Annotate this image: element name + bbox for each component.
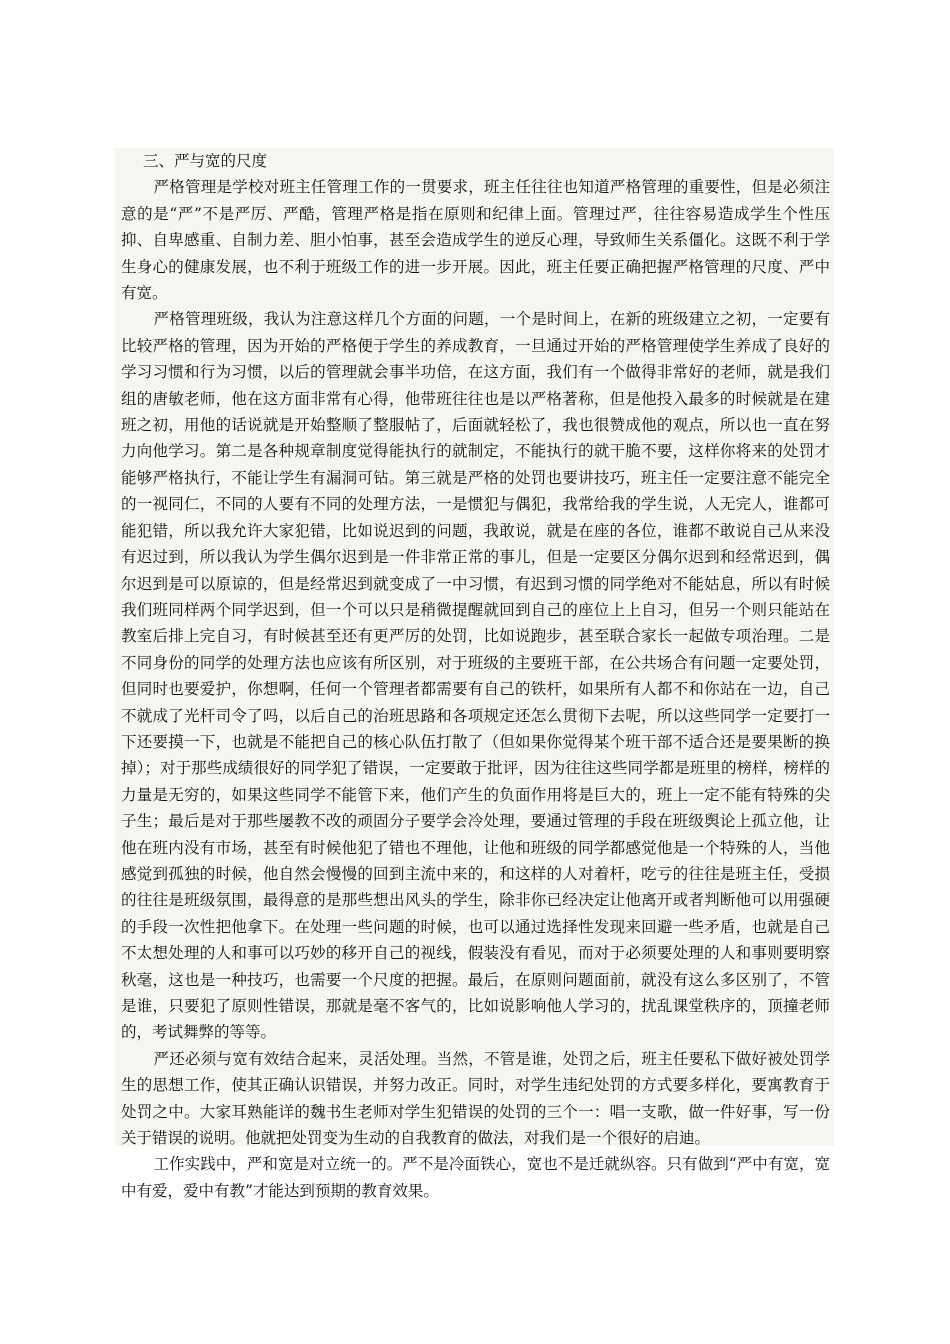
paragraph-1: 严格管理是学校对班主任管理工作的一贯要求，班主任往往也知道严格管理的重要性，但是必须注意的是“严”不是严厉、严酷，管理严格是指在原则和纪律上面。管理过严，往往容易造成学生个性压抑、自卑感重、自制力差、胆小怕事，甚至会造成学生的逆反心理，导致师生关系僵化。这既不利于学生身心的健康发展，也不利于班级工作的进一步开展。因此，班主任要正确把握严格管理的尺度、严中有宽。 xyxy=(121,178,830,303)
paragraph-3: 严还必须与宽有效结合起来，灵活处理。当然，不管是谁，处罚之后，班主任要私下做好被处罚学生的思想工作，使其正确认识错误，并努力改正。同时，对学生违纪处罚的方式要多样化，要寓教育于处罚之中。大家耳熟能详的魏书生老师对学生犯错误的处罚的三个一：唱一支歌，做一件好事，写一份关于错误的说明。他就把处罚变为生动的自我教育的做法，对我们是一个很好的启迪。 xyxy=(121,1049,830,1148)
paragraph-2: 严格管理班级，我认为注意这样几个方面的问题，一个是时间上，在新的班级建立之初，一定要有比较严格的管理，因为开始的严格便于学生的养成教育，一旦通过开始的严格管理使学生养成了良好的学习习惯和行为习惯，以后的管理就会事半功倍，在这方面，我们有一个做得非常好的老师，就是我们组的唐敏老师，他在这方面非常有心得，他带班往往也是以严格著称，但是他投入最多的时候就是在建班之初，用他的话说就是开始整顺了整服帖了，后面就轻松了，我也很赞成他的观点，所以也一直在努力向他学习。第二是各种规章制度觉得能执行的就制定，不能执行的就干脆不要，这样你将来的处罚才能够严格执行，不能让学生有漏洞可钻。第三就是严格的处罚也要讲技巧，班主任一定要注意不能完全的一视同仁，不同的人要有不同的处理方法，一是惯犯与偶犯，我常给我的学生说，人无完人，谁都可能犯错，所以我允许大家犯错，比如说迟到的问题，我敢说，就是在座的各位，谁都不敢说自己从来没有迟过到，所以我认为学生偶尔迟到是一件非常正常的事儿，但是一定要区分偶尔迟到和经常迟到，偶尔迟到是可以原谅的，但是经常迟到就变成了一中习惯，有迟到习惯的同学绝对不能姑息，所以有时候我们班同样两个同学迟到，但一个可以只是稍微提醒就回到自己的座位上上自习，但另一个则只能站在教室后排上完自习，有时候甚至还有更严厉的处罚，比如说跑步，甚至联合家长一起做专项治理。二是不同身份的同学的处理方法也应该有所区别，对于班级的主要班干部，在公共场合有问题一定要处罚，但同时也要爱护，你想啊，任何一个管理者都需要有自己的铁杆，如果所有人都不和你站在一边，自己不就成了光杆司令了吗，以后自己的治班思路和各项规定还怎么贯彻下去呢，所以这些同学一定要打一下还要摸一下，也就是不能把自己的核心队伍打散了（但如果你觉得某个班干部不适合还是要果断的换掉）；对于那些成绩很好的同学犯了错误，一定要敢于批评，因为往往这些同学都是班里的榜样，榜样的力量是无穷的，如果这些同学不能管下来，他们产生的负面作用将是巨大的，班上一定不能有特殊的尖子生；最后是对于那些屡教不改的顽固分子要学会冷处理，要通过管理的手段在班级舆论上孤立他，让他在班内没有市场，甚至有时候他犯了错也不理他，让他和班级的同学都感觉他是一个特殊的人，当他感觉到孤独的时候，他自然会慢慢的回到主流中来的，和这样的人对着杆，吃亏的往往是班主任，受损的往往是班级氛围，最得意的是那些想出风头的学生，除非你已经决定让他离开或者判断他可以用强硬的手段一次性把他拿下。在处理一些问题的时候，也可以通过选择性发现来回避一些矛盾，也就是自己不太想处理的人和事可以巧妙的移开自己的视线，假装没有看见，而对于必须要处理的人和事则要明察秋毫，这也是一种技巧，也需要一个尺度的把握。最后，在原则问题面前，就没有这么多区别了，不管是谁，只要犯了原则性错误，那就是毫不客气的，比如说影响他人学习的，扰乱课堂秩序的，顶撞老师的，考试舞弊的等等。 xyxy=(121,310,830,1042)
text-block xyxy=(115,148,834,1200)
section-heading: 三、严与宽的尺度 xyxy=(143,152,268,170)
paragraph-4: 工作实践中，严和宽是对立统一的。严不是冷面铁心，宽也不是迁就纵容。只有做到“严中有宽，宽中有爱，爱中有教”才能达到预期的教育效果。 xyxy=(121,1155,830,1200)
